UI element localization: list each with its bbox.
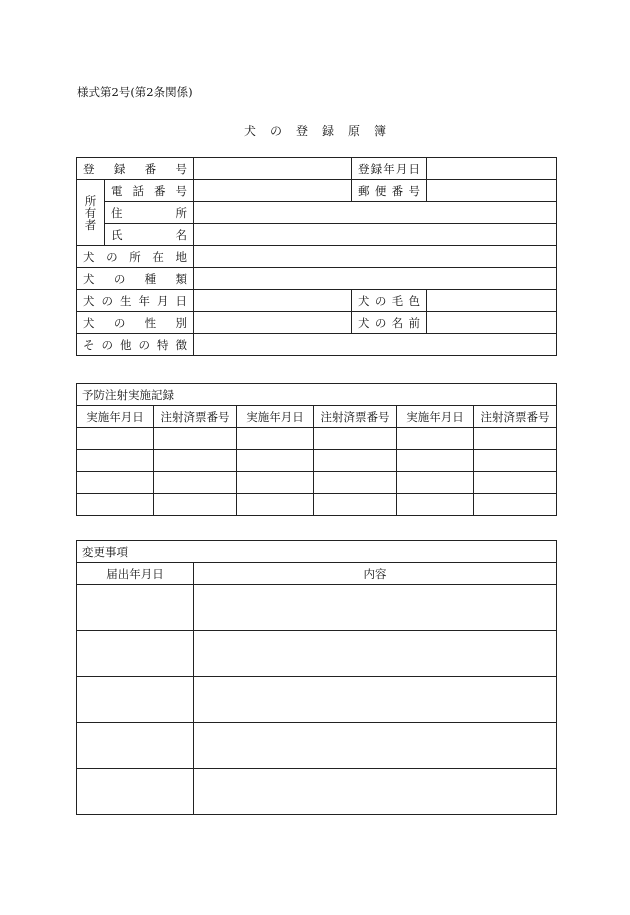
table-cell[interactable] [194,723,557,769]
table-cell[interactable] [194,631,557,677]
table-row [77,290,557,312]
postal-code-label: 郵便番号 [352,180,427,202]
table-cell[interactable] [474,450,557,472]
table-cell[interactable] [397,472,474,494]
other-features-label: その他の特徴 [77,334,194,356]
table-cell[interactable] [314,472,397,494]
table-row [77,312,557,334]
dog-name-label: 犬の名前 [352,312,427,334]
column-header: 内容 [194,563,557,585]
table-row [77,494,557,516]
table-cell[interactable] [154,428,237,450]
registration-date-field[interactable] [427,158,557,180]
table-row [77,202,557,224]
dog-location-label: 犬の所在地 [77,246,194,268]
table-row [77,472,557,494]
table-row [77,677,557,723]
form-number: 様式第2号(第2条関係) [77,85,193,99]
document-title: 犬の登録原簿 [243,124,400,138]
changes-table [76,540,557,815]
table-cell[interactable] [474,472,557,494]
table-header-row [77,406,557,428]
column-header: 実施年月日 [77,406,154,428]
column-header: 注射済票番号 [154,406,237,428]
table-cell[interactable] [397,428,474,450]
column-header: 注射済票番号 [314,406,397,428]
table-row [77,631,557,677]
phone-number-label: 電話番号 [105,180,194,202]
table-cell[interactable] [154,494,237,516]
table-row [77,450,557,472]
table-cell[interactable] [77,677,194,723]
table-cell[interactable] [474,428,557,450]
table-row [77,180,557,202]
table-cell[interactable] [194,677,557,723]
postal-code-field[interactable] [427,180,557,202]
registry-table [76,157,557,356]
owner-group-label: 所有者 [77,180,105,246]
table-cell[interactable] [237,472,314,494]
address-field[interactable] [194,202,557,224]
table-cell[interactable] [194,585,557,631]
table-cell[interactable] [77,769,194,815]
table-cell[interactable] [77,631,194,677]
table-cell[interactable] [237,494,314,516]
table-cell[interactable] [314,428,397,450]
table-row [77,384,557,406]
table-row [77,224,557,246]
dog-coat-color-label: 犬の毛色 [352,290,427,312]
dog-birthdate-field[interactable] [194,290,352,312]
table-cell[interactable] [397,494,474,516]
dog-birthdate-label: 犬の生年月日 [77,290,194,312]
phone-number-field[interactable] [194,180,352,202]
table-cell[interactable] [77,723,194,769]
table-cell[interactable] [314,494,397,516]
table-row [77,428,557,450]
table-row [77,268,557,290]
dog-coat-color-field[interactable] [427,290,557,312]
table-cell[interactable] [154,450,237,472]
table-row [77,246,557,268]
dog-location-field[interactable] [194,246,557,268]
table-cell[interactable] [154,472,237,494]
table-row [77,334,557,356]
table-cell[interactable] [77,585,194,631]
table-cell[interactable] [77,450,154,472]
registration-number-field[interactable] [194,158,352,180]
table-cell[interactable] [77,428,154,450]
column-header: 注射済票番号 [474,406,557,428]
table-cell[interactable] [237,428,314,450]
dog-name-field[interactable] [427,312,557,334]
table-row [77,541,557,563]
table-cell[interactable] [194,769,557,815]
name-label: 氏名 [105,224,194,246]
column-header: 実施年月日 [397,406,474,428]
table-cell[interactable] [77,494,154,516]
table-cell[interactable] [314,450,397,472]
column-header: 届出年月日 [77,563,194,585]
table-cell[interactable] [397,450,474,472]
dog-sex-label: 犬の性別 [77,312,194,334]
dog-breed-label: 犬の種類 [77,268,194,290]
address-label: 住所 [105,202,194,224]
table-row [77,585,557,631]
table-cell[interactable] [474,494,557,516]
table-cell[interactable] [237,450,314,472]
registration-date-label: 登録年月日 [352,158,427,180]
registration-number-label: 登録番号 [77,158,194,180]
other-features-field[interactable] [194,334,557,356]
vaccination-table [76,383,557,516]
name-field[interactable] [194,224,557,246]
table-row [77,769,557,815]
table-header-row [77,563,557,585]
changes-title: 変更事項 [77,541,557,563]
column-header: 実施年月日 [237,406,314,428]
dog-breed-field[interactable] [194,268,557,290]
table-row [77,158,557,180]
table-row [77,723,557,769]
table-cell[interactable] [77,472,154,494]
vaccination-title: 予防注射実施記録 [77,384,557,406]
dog-sex-field[interactable] [194,312,352,334]
